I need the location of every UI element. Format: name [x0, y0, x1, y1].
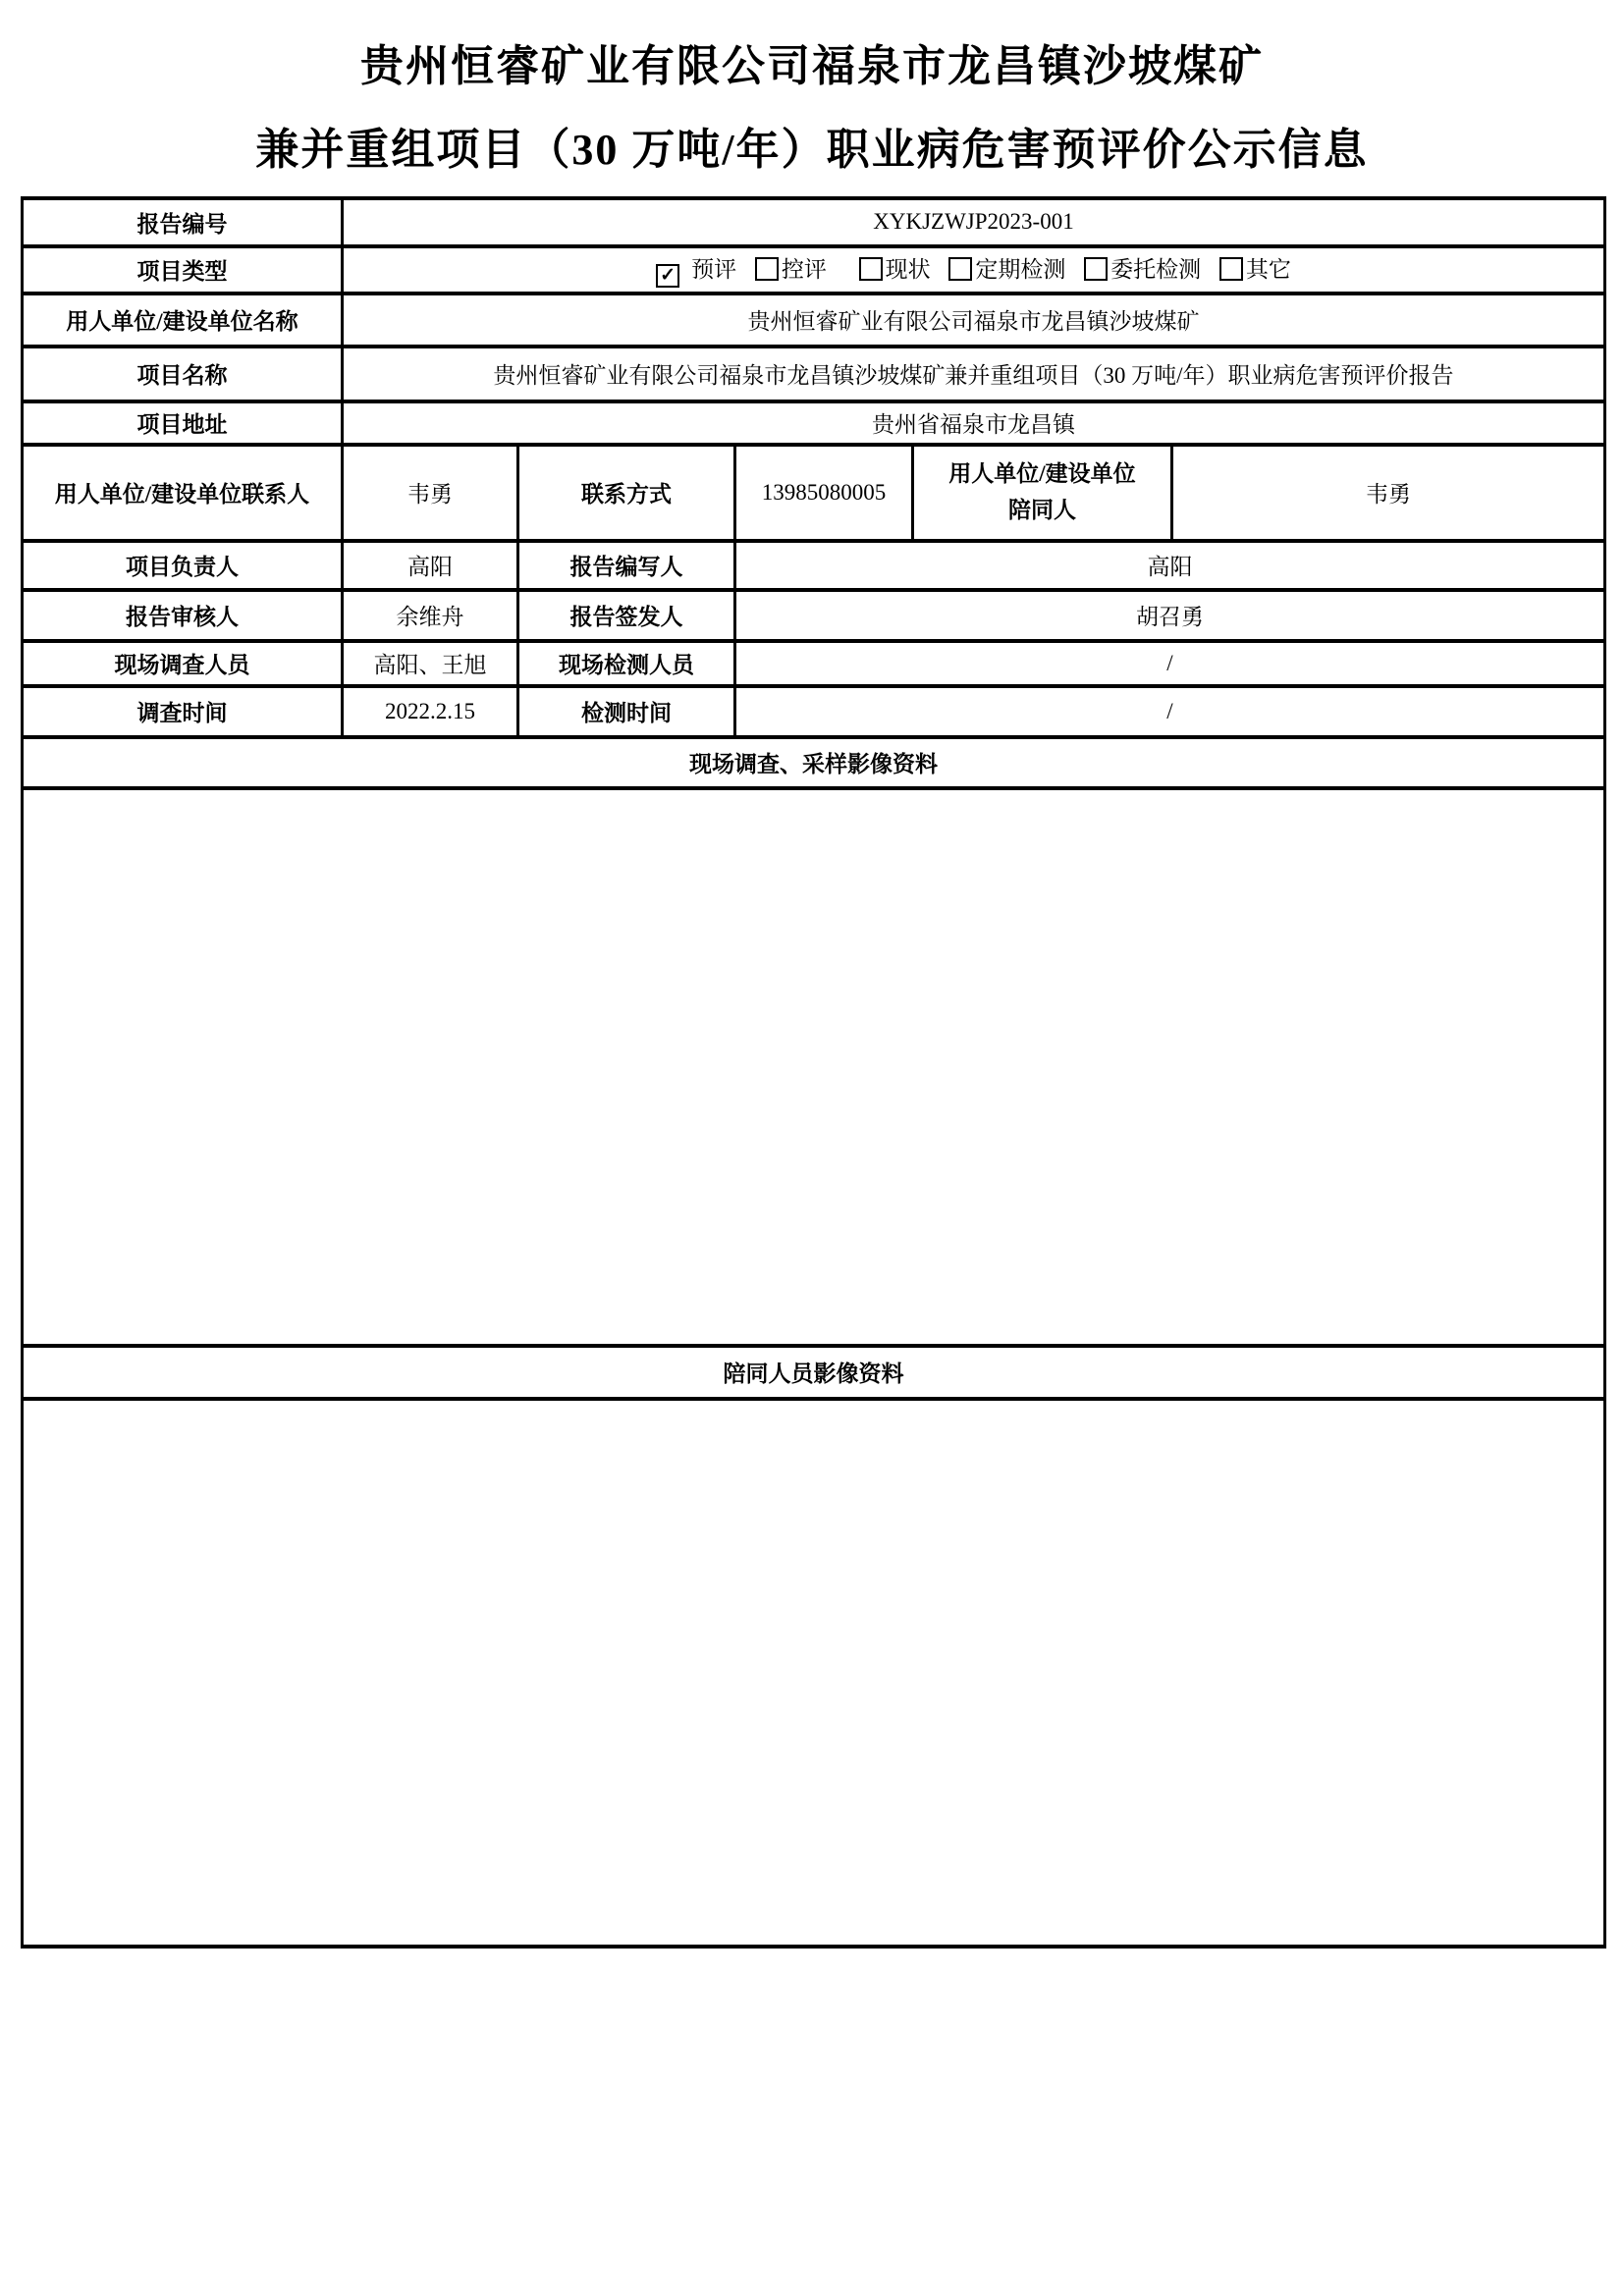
escort-photos-area: [23, 1399, 1605, 1947]
escort-label-line-2: 陪同人: [1008, 497, 1076, 522]
checkbox-empty-icon: [1084, 257, 1108, 281]
option-entrusted-testing: [1084, 251, 1201, 284]
checkbox-empty-icon: [755, 257, 779, 281]
report-reviewer-value: 余维舟: [343, 590, 518, 641]
row-escort-photos-area: [23, 1399, 1605, 1947]
row-site-photos-header: [23, 737, 1605, 788]
checkbox-group: [656, 257, 1291, 287]
contact-label: 用人单位/建设单位联系人: [23, 445, 343, 541]
site-investigators-value: 高阳、王旭: [343, 641, 518, 686]
row-project-name: [23, 347, 1605, 401]
employer-name-value: 贵州恒睿矿业有限公司福泉市龙昌镇沙坡煤矿: [343, 294, 1605, 347]
option-label: 定期检测: [975, 257, 1066, 283]
project-name-value: 贵州恒睿矿业有限公司福泉市龙昌镇沙坡煤矿兼并重组项目（30 万吨/年）职业病危害预评价报告: [343, 347, 1605, 401]
escort-value: 韦勇: [1172, 445, 1605, 541]
checkbox-empty-icon: [859, 257, 883, 281]
contact-method-label: 联系方式: [518, 445, 735, 541]
employer-name-label: 用人单位/建设单位名称: [23, 294, 343, 347]
row-project-leader: [23, 541, 1605, 590]
project-leader-label: 项目负责人: [23, 541, 343, 590]
row-report-no: [23, 198, 1605, 246]
testing-date-value: /: [735, 686, 1605, 737]
row-investigation-date: [23, 686, 1605, 737]
option-label: 现状: [885, 257, 931, 283]
project-type-label: 项目类型: [23, 246, 343, 294]
escort-label-line-1: 用人单位/建设单位: [948, 460, 1136, 486]
report-no-value: XYKJZWJP2023-001: [343, 198, 1605, 246]
escort-photos-header: 陪同人员影像资料: [23, 1346, 1605, 1399]
report-no-label: 报告编号: [23, 198, 343, 246]
contact-method-value: 13985080005: [735, 445, 913, 541]
site-photos-area: [23, 788, 1605, 1346]
option-label: 预评: [691, 257, 737, 283]
row-report-reviewer: [23, 590, 1605, 641]
option-periodic-testing: [948, 251, 1065, 284]
project-name-label: 项目名称: [23, 347, 343, 401]
option-control-evaluation: [755, 251, 827, 284]
title-line-2: 兼并重组项目（30 万吨/年）职业病危害预评价公示信息: [255, 125, 1369, 174]
row-employer-name: [23, 294, 1605, 347]
investigation-date-label: 调查时间: [23, 686, 343, 737]
report-issuer-label: 报告签发人: [518, 590, 735, 641]
checkbox-empty-icon: [1219, 257, 1243, 281]
investigation-date-value: 2022.2.15: [343, 686, 518, 737]
checkbox-empty-icon: [948, 257, 972, 281]
page-title: [0, 0, 1624, 177]
project-address-label: 项目地址: [23, 401, 343, 445]
title-line-1: 贵州恒睿矿业有限公司福泉市龙昌镇沙坡煤矿: [360, 42, 1264, 90]
option-current-status: [859, 251, 931, 284]
option-label: 其它: [1245, 257, 1291, 283]
report-issuer-value: 胡召勇: [735, 590, 1605, 641]
site-testers-value: /: [735, 641, 1605, 686]
project-address-value: 贵州省福泉市龙昌镇: [343, 401, 1605, 445]
project-leader-value: 高阳: [343, 541, 518, 590]
row-site-investigators: [23, 641, 1605, 686]
report-reviewer-label: 报告审核人: [23, 590, 343, 641]
info-table: [21, 196, 1606, 1949]
row-project-address: [23, 401, 1605, 445]
testing-date-label: 检测时间: [518, 686, 735, 737]
row-contact: [23, 445, 1605, 541]
row-project-type: [23, 246, 1605, 294]
site-testers-label: 现场检测人员: [518, 641, 735, 686]
project-type-options: [343, 246, 1605, 294]
report-writer-value: 高阳: [735, 541, 1605, 590]
escort-label: [913, 445, 1172, 541]
row-site-photos-area: [23, 788, 1605, 1346]
option-other: [1219, 251, 1291, 284]
option-pre-evaluation: [656, 251, 736, 288]
contact-value: 韦勇: [343, 445, 518, 541]
option-label: 委托检测: [1110, 257, 1202, 283]
site-investigators-label: 现场调查人员: [23, 641, 343, 686]
row-escort-photos-header: [23, 1346, 1605, 1399]
option-label: 控评: [781, 257, 827, 283]
checkbox-checked-icon: ✓: [656, 264, 679, 288]
site-photos-header: 现场调查、采样影像资料: [23, 737, 1605, 788]
report-writer-label: 报告编写人: [518, 541, 735, 590]
